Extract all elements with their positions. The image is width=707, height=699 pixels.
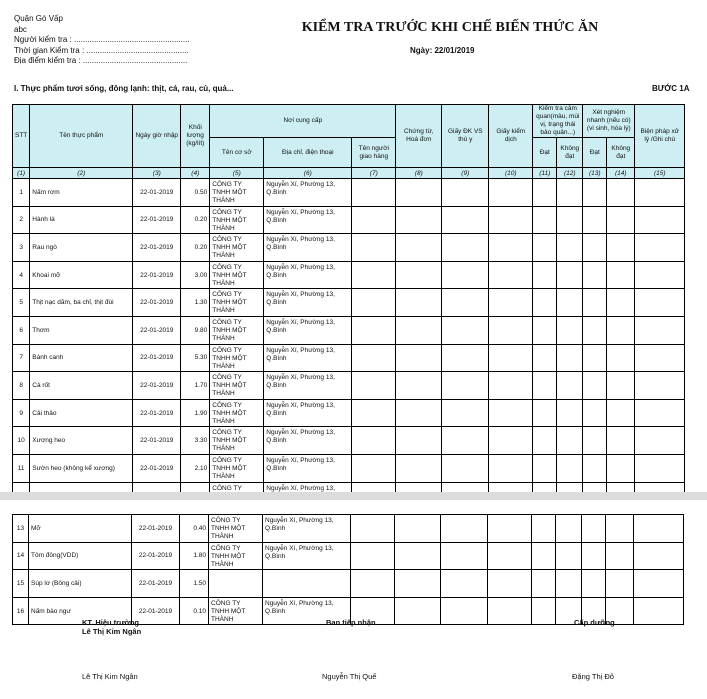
row-empty-cell [583,316,607,344]
row-food: Nấm rơm [30,179,133,207]
table-row [13,427,685,455]
row-address: Nguyễn Xí, Phường 13, Q.Bình [264,234,352,262]
column-number: (15) [635,168,685,179]
row-empty-cell [533,427,557,455]
column-number: (4) [181,168,210,179]
inspection-table-continued [12,514,684,625]
row-empty-cell [532,542,556,570]
row-address: Nguyễn Xí, Phường 13, Q.Bình [264,289,352,317]
row-empty-cell [635,234,685,262]
row-stt: 4 [13,261,30,289]
row-empty-cell [533,289,557,317]
row-stt: 1 [13,179,30,207]
row-empty-cell [489,372,533,400]
col-date: Ngày giờ nhập [133,105,181,168]
row-empty-cell [583,372,607,400]
row-qty: 1.50 [180,570,209,598]
row-empty-cell [583,427,607,455]
page-break [0,492,707,500]
table-row [13,261,685,289]
row-address: Nguyễn Xí, Phường 13, Q.Bình [263,597,351,625]
row-empty-cell [396,372,442,400]
row-empty-cell [607,427,635,455]
row-stt: 16 [13,597,29,625]
section-title: I. Thực phẩm tươi sống, đông lạnh: thịt, cá, rau, củ, quả... [14,84,234,93]
row-empty-cell [396,206,442,234]
row-qty: 0.40 [180,515,209,543]
row-empty-cell [352,289,396,317]
row-empty-cell [489,316,533,344]
row-empty-cell [533,344,557,372]
row-empty-cell [582,515,606,543]
row-empty-cell [352,316,396,344]
table-row [13,542,684,570]
row-empty-cell [442,344,489,372]
row-empty-cell [352,234,396,262]
col-quarantine: Giấy kiểm dịch [489,105,533,168]
row-date: 22-01-2019 [133,454,181,482]
row-date: 22-01-2019 [133,316,181,344]
row-address: Nguyễn Xí, Phường 13, Q.Bình [264,206,352,234]
signature-principal [82,618,141,636]
row-stt: 7 [13,344,30,372]
row-empty-cell [583,289,607,317]
column-number: (6) [264,168,352,179]
row-empty-cell [634,515,684,543]
row-empty-cell [607,261,635,289]
row-empty-cell [533,234,557,262]
row-empty-cell [396,344,442,372]
column-number: (3) [133,168,181,179]
row-empty-cell [442,234,489,262]
row-empty-cell [635,289,685,317]
row-qty: 3.00 [181,261,210,289]
row-empty-cell [607,454,635,482]
principal-subtitle: Lê Thị Kim Ngân [82,627,142,636]
document-date: Ngày: 22/01/2019 [410,46,475,55]
row-date: 22-01-2019 [133,289,181,317]
row-date: 22-01-2019 [133,344,181,372]
row-empty-cell [352,372,396,400]
column-number: (13) [583,168,607,179]
row-empty-cell [533,261,557,289]
row-empty-cell [352,179,396,207]
row-empty-cell [352,344,396,372]
header-info [14,14,190,67]
row-empty-cell [533,316,557,344]
row-empty-cell [488,597,532,625]
column-number: (14) [607,168,635,179]
row-empty-cell [489,454,533,482]
row-stt: 14 [13,542,29,570]
col-test-pass: Đạt [583,138,607,168]
row-empty-cell [583,234,607,262]
row-empty-cell [557,261,583,289]
row-food: Cà rốt [30,372,133,400]
row-facility: CÔNG TY TNHH MỘT THÀNH [210,344,264,372]
row-facility: CÔNG TY TNHH MỘT THÀNH [210,399,264,427]
row-empty-cell [489,399,533,427]
row-empty-cell [556,515,582,543]
row-empty-cell [532,597,556,625]
row-empty-cell [635,399,685,427]
row-qty: 5.30 [181,344,210,372]
row-empty-cell [396,179,442,207]
row-stt: 13 [13,515,29,543]
row-empty-cell [352,206,396,234]
row-empty-cell [396,234,442,262]
table-row [13,179,685,207]
row-empty-cell [396,399,442,427]
row-empty-cell [607,344,635,372]
row-empty-cell [607,179,635,207]
row-facility: CÔNG TY TNHH MỘT THÀNH [210,427,264,455]
row-address: Nguyễn Xí, Phường 13, Q.Bình [264,261,352,289]
row-empty-cell [489,206,533,234]
row-empty-cell [583,399,607,427]
cook-name: Đặng Thị Đô [572,672,614,681]
row-qty: 2.10 [181,454,210,482]
column-number: (7) [352,168,396,179]
row-empty-cell [442,372,489,400]
cook-title: Cấp dưỡng [574,618,615,627]
row-food: Mỡ [29,515,132,543]
row-facility: CÔNG TY TNHH MỘT THÀNH [209,515,263,543]
row-empty-cell [532,570,556,598]
row-facility: CÔNG TY TNHH MỘT THÀNH [210,454,264,482]
row-empty-cell [441,597,488,625]
row-empty-cell [442,289,489,317]
col-food: Tên thực phẩm [30,105,133,168]
row-empty-cell [442,179,489,207]
row-food: Khoai mỡ [30,261,133,289]
row-empty-cell [441,515,488,543]
inspection-table [12,104,685,510]
column-number: (2) [30,168,133,179]
row-empty-cell [488,570,532,598]
inspector-line: Người kiểm tra : .................................................... [14,35,190,44]
signature-receiver [326,618,376,627]
row-empty-cell [352,454,396,482]
row-empty-cell [442,454,489,482]
table-row [13,570,684,598]
row-facility: CÔNG TY [210,482,264,510]
row-date: 22-01-2019 [132,570,180,598]
table-row [13,316,685,344]
row-food: Thịt nạc dăm, ba chỉ, thịt đùi [30,289,133,317]
row-qty: 0.50 [181,179,210,207]
col-sensory-pass: Đạt [533,138,557,168]
row-facility: CÔNG TY TNHH MỘT THÀNH [210,289,264,317]
row-empty-cell [442,399,489,427]
row-food: Sườn heo (không kể xương) [30,454,133,482]
column-number: (11) [533,168,557,179]
row-qty: 1.70 [181,372,210,400]
row-empty-cell [489,261,533,289]
row-date: 22-01-2019 [133,399,181,427]
row-empty-cell [533,372,557,400]
row-empty-cell [582,542,606,570]
row-empty-cell [489,427,533,455]
row-empty-cell [351,570,395,598]
row-empty-cell [635,454,685,482]
column-number: (1) [13,168,30,179]
row-address: Nguyễn Xí, Phường 13, Q.Bình [264,344,352,372]
col-invoice: Chứng từ, Hoá đơn [396,105,442,168]
document-title: KIỂM TRA TRƯỚC KHI CHẾ BIẾN THỨC ĂN [301,20,599,35]
row-address: Nguyễn Xí, Phường 13, [264,482,352,510]
row-date: 22-01-2019 [132,597,180,625]
table-row [13,206,685,234]
row-empty-cell [583,454,607,482]
row-empty-cell [557,344,583,372]
row-empty-cell [442,427,489,455]
row-date: 22-01-2019 [133,206,181,234]
row-address: Nguyễn Xí, Phường 13, Q.Bình [264,179,352,207]
row-empty-cell [533,399,557,427]
row-empty-cell [488,515,532,543]
row-date: 22-01-2019 [132,542,180,570]
row-food: Xương heo [30,427,133,455]
step-label: BƯỚC 1A [652,84,690,93]
row-food: Cải thảo [30,399,133,427]
row-stt: 2 [13,206,30,234]
row-facility: CÔNG TY TNHH MỘT THÀNH [209,597,263,625]
row-empty-cell [556,570,582,598]
row-empty-cell [634,597,684,625]
row-empty-cell [352,399,396,427]
row-empty-cell [607,234,635,262]
col-action: Biện pháp xử lý /Ghi chú [635,105,685,168]
signature-cook [574,618,615,627]
col-deliverer: Tên người giao hàng [352,138,396,168]
row-empty-cell [557,289,583,317]
row-empty-cell [557,399,583,427]
row-food: Hành lá [30,206,133,234]
row-qty: 1.30 [181,289,210,317]
row-food: Súp lơ (Bông cải) [29,570,132,598]
row-empty-cell [607,289,635,317]
row-date: 22-01-2019 [133,234,181,262]
col-facility: Tên cơ sở [210,138,264,168]
row-facility: CÔNG TY TNHH MỘT THÀNH [210,234,264,262]
column-number: (8) [396,168,442,179]
row-qty: 1.90 [181,399,210,427]
row-stt: 8 [13,372,30,400]
receiver-name: Nguyễn Thị Quế [322,672,377,681]
district: Quận Gò Vấp [14,14,63,23]
principal-title: KT. Hiệu trưởng [82,618,140,627]
column-number: (10) [489,168,533,179]
row-empty-cell [635,316,685,344]
organization: abc [14,24,27,34]
row-stt: 6 [13,316,30,344]
receiver-title: Ban tiếp nhận [326,618,376,627]
row-empty-cell [395,515,441,543]
place-line: Địa điểm kiểm tra : ............................................... [14,56,188,65]
row-empty-cell [441,570,488,598]
row-empty-cell [583,206,607,234]
row-empty-cell [352,261,396,289]
row-empty-cell [582,570,606,598]
row-empty-cell [634,570,684,598]
row-address [263,570,351,598]
column-number: (12) [557,168,583,179]
row-facility: CÔNG TY TNHH MỘT THÀNH [209,542,263,570]
row-stt: 11 [13,454,30,482]
row-empty-cell [635,372,685,400]
row-food: Tôm đông(VDD) [29,542,132,570]
row-empty-cell [533,454,557,482]
col-address: Địa chỉ, điện thoại [264,138,352,168]
row-address: Nguyễn Xí, Phường 13, Q.Bình [264,454,352,482]
row-empty-cell [635,261,685,289]
row-empty-cell [352,427,396,455]
row-empty-cell [532,515,556,543]
row-empty-cell [635,344,685,372]
row-facility: CÔNG TY TNHH MỘT THÀNH [210,261,264,289]
principal-name: Lê Thị Kim Ngân [82,672,138,681]
row-date: 22-01-2019 [133,179,181,207]
row-facility: CÔNG TY TNHH MỘT THÀNH [210,206,264,234]
row-facility [209,570,263,598]
col-vet: Giấy ĐK VS thú y [442,105,489,168]
table-row [13,344,685,372]
row-empty-cell [489,179,533,207]
row-empty-cell [557,427,583,455]
row-empty-cell [351,542,395,570]
row-empty-cell [489,234,533,262]
row-empty-cell [607,316,635,344]
row-empty-cell [607,399,635,427]
row-empty-cell [396,454,442,482]
row-facility: CÔNG TY TNHH MỘT THÀNH [210,316,264,344]
row-date: 22-01-2019 [133,372,181,400]
row-empty-cell [396,427,442,455]
row-stt: 10 [13,427,30,455]
row-stt: 3 [13,234,30,262]
row-empty-cell [557,206,583,234]
row-qty: 0.10 [180,597,209,625]
row-empty-cell [606,570,634,598]
row-empty-cell [607,206,635,234]
col-sensory-fail: Không đạt [557,138,583,168]
col-supplier: Nơi cung cấp [210,105,396,138]
row-empty-cell [395,597,441,625]
row-empty-cell [635,179,685,207]
table-row [13,399,685,427]
row-address: Nguyễn Xí, Phường 13, Q.Bình [263,515,351,543]
column-number-row [13,168,685,179]
row-food: Thơm [30,316,133,344]
row-address: Nguyễn Xí, Phường 13, Q.Bình [264,427,352,455]
time-line: Thời gian Kiểm tra : .............................................. [14,45,189,55]
row-empty-cell [441,542,488,570]
col-qty: Khối lượng (kg/lít) [181,105,210,168]
row-empty-cell [607,372,635,400]
row-empty-cell [489,289,533,317]
row-empty-cell [533,206,557,234]
column-number: (5) [210,168,264,179]
col-quicktest: Xét nghiệm nhanh (nếu có) (vi sinh, hóa lý) [583,105,635,138]
row-empty-cell [442,206,489,234]
row-food: Rau ngò [30,234,133,262]
col-test-fail: Không đạt [607,138,635,168]
row-empty-cell [442,261,489,289]
row-empty-cell [557,234,583,262]
row-stt: 15 [13,570,29,598]
row-empty-cell [557,316,583,344]
row-facility: CÔNG TY TNHH MỘT THÀNH [210,372,264,400]
table-row [13,289,685,317]
row-empty-cell [635,427,685,455]
row-qty: 1.80 [180,542,209,570]
row-empty-cell [442,316,489,344]
row-stt: 9 [13,399,30,427]
col-stt: STT [13,105,30,168]
row-empty-cell [606,515,634,543]
row-empty-cell [396,289,442,317]
row-empty-cell [556,542,582,570]
row-empty-cell [395,542,441,570]
col-sensory: Kiểm tra cảm quan(màu, mùi vị, trạng thái bảo quản...) [533,105,583,138]
row-address: Nguyễn Xí, Phường 13, Q.Bình [264,399,352,427]
row-empty-cell [583,344,607,372]
row-food: Bánh canh [30,344,133,372]
row-empty-cell [489,344,533,372]
row-facility: CÔNG TY TNHH MỘT THÀNH [210,179,264,207]
table-row [13,234,685,262]
row-qty: 0.20 [181,206,210,234]
row-empty-cell [557,179,583,207]
row-empty-cell [533,179,557,207]
row-date: 22-01-2019 [132,515,180,543]
table-row [13,454,685,482]
row-qty: 3.30 [181,427,210,455]
row-food: Nấm bào ngư [29,597,132,625]
row-empty-cell [488,542,532,570]
row-empty-cell [635,206,685,234]
row-address: Nguyễn Xí, Phường 13, Q.Bình [264,316,352,344]
row-empty-cell [396,316,442,344]
row-empty-cell [606,542,634,570]
row-empty-cell [396,261,442,289]
page-2 [0,500,707,699]
table-row [13,372,685,400]
row-empty-cell [583,179,607,207]
row-empty-cell [557,372,583,400]
row-address: Nguyễn Xí, Phường 13, Q.Bình [263,542,351,570]
row-qty: 0.20 [181,234,210,262]
row-empty-cell [634,542,684,570]
column-number: (9) [442,168,489,179]
row-stt: 5 [13,289,30,317]
row-qty: 9.80 [181,316,210,344]
row-date: 22-01-2019 [133,427,181,455]
table-row [13,515,684,543]
row-empty-cell [351,515,395,543]
row-date: 22-01-2019 [133,261,181,289]
row-empty-cell [395,570,441,598]
row-empty-cell [557,454,583,482]
row-empty-cell [583,261,607,289]
row-address: Nguyễn Xí, Phường 13, Q.Bình [264,372,352,400]
